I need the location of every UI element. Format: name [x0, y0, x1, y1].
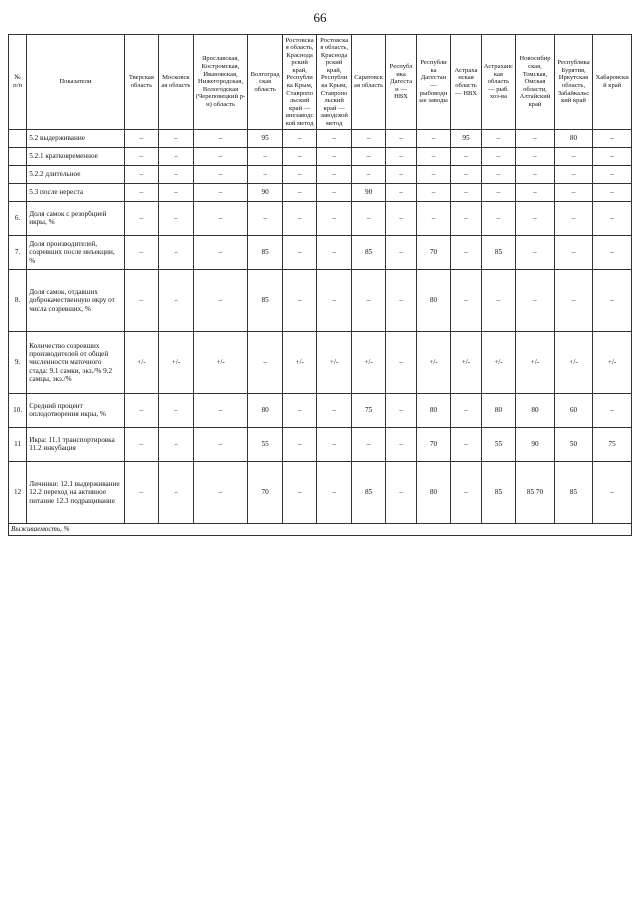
value-cell: –	[451, 165, 481, 183]
value-cell: –	[416, 147, 450, 165]
value-cell: 85	[248, 269, 282, 331]
value-cell: –	[317, 393, 351, 427]
value-cell: –	[282, 165, 316, 183]
table-row	[9, 201, 632, 235]
value-cell: 85	[554, 461, 593, 523]
value-cell: –	[516, 269, 555, 331]
header-cell: Республика Дагестан — НВХ	[386, 35, 416, 130]
value-cell: –	[351, 427, 385, 461]
row-number: 7.	[9, 235, 27, 269]
value-cell: –	[159, 427, 193, 461]
header-cell: Ростовская область, Краснодарский край, Республика Крым, Ставропольский край — заводской метод	[317, 35, 351, 130]
value-cell: –	[317, 165, 351, 183]
value-cell: 55	[248, 427, 282, 461]
value-cell: –	[124, 147, 158, 165]
header-cell: Астраханская область — рыб. хоз-ва	[481, 35, 515, 130]
page-number: 66	[313, 10, 327, 25]
table-row	[9, 393, 632, 427]
value-cell: –	[481, 201, 515, 235]
value-cell: –	[159, 393, 193, 427]
value-cell: –	[386, 201, 416, 235]
value-cell: –	[159, 147, 193, 165]
value-cell: –	[193, 183, 248, 201]
value-cell: –	[516, 129, 555, 147]
value-cell: –	[124, 201, 158, 235]
survival-label: Выживаемость, %	[9, 523, 632, 535]
value-cell: –	[451, 269, 481, 331]
indicator-cell: Доля самок, отдавших доброкачественную икру от числа созревших, %	[27, 269, 124, 331]
value-cell: 85	[248, 235, 282, 269]
value-cell: –	[416, 129, 450, 147]
value-cell: –	[193, 269, 248, 331]
table-body	[9, 129, 632, 535]
value-cell: –	[351, 147, 385, 165]
indicator-cell: Икра: 11.1 транспортировка 11.2 инкубация	[27, 427, 124, 461]
value-cell: –	[481, 147, 515, 165]
value-cell: 70	[416, 427, 450, 461]
header-cell: Волгоградская область	[248, 35, 282, 130]
row-number: 11	[9, 427, 27, 461]
table-row	[9, 183, 632, 201]
header-cell: Тверская область	[124, 35, 158, 130]
row-number	[9, 147, 27, 165]
row-number: 9.	[9, 331, 27, 393]
value-cell: –	[282, 461, 316, 523]
value-cell: –	[416, 183, 450, 201]
value-cell: –	[282, 427, 316, 461]
value-cell: –	[386, 147, 416, 165]
value-cell: –	[282, 147, 316, 165]
header-cell: Ярославская, Костромская, Ивановская, Нижегородская, Вологодская (Череповецкий р-н) область	[193, 35, 248, 130]
table-row	[9, 427, 632, 461]
indicator-cell: 5.2.2 длительное	[27, 165, 124, 183]
value-cell: 50	[554, 427, 593, 461]
value-cell: 75	[593, 427, 632, 461]
value-cell: –	[317, 461, 351, 523]
value-cell: –	[481, 183, 515, 201]
value-cell: –	[317, 129, 351, 147]
row-number	[9, 183, 27, 201]
value-cell: –	[451, 461, 481, 523]
value-cell: –	[282, 129, 316, 147]
value-cell: –	[516, 201, 555, 235]
value-cell: –	[554, 235, 593, 269]
value-cell: –	[124, 165, 158, 183]
value-cell: –	[124, 461, 158, 523]
value-cell: 90	[351, 183, 385, 201]
header-cell: Астраханская область — НВХ	[451, 35, 481, 130]
value-cell: –	[124, 269, 158, 331]
row-number: 6.	[9, 201, 27, 235]
value-cell: –	[593, 269, 632, 331]
row-number: 10.	[9, 393, 27, 427]
value-cell: –	[193, 427, 248, 461]
value-cell: –	[317, 183, 351, 201]
value-cell: –	[193, 201, 248, 235]
value-cell: –	[386, 427, 416, 461]
row-number	[9, 165, 27, 183]
value-cell: –	[386, 183, 416, 201]
value-cell: –	[516, 147, 555, 165]
value-cell: –	[593, 393, 632, 427]
indicator-cell: Личинки: 12.1 выдерживание 12.2 переход на активное питание 12.3 подращивание	[27, 461, 124, 523]
row-number: 8.	[9, 269, 27, 331]
header-cell: № п/п	[9, 35, 27, 130]
value-cell: 80	[248, 393, 282, 427]
value-cell: –	[317, 235, 351, 269]
value-cell: –	[282, 183, 316, 201]
indicator-cell: 5.2 выдерживание	[27, 129, 124, 147]
value-cell: –	[159, 461, 193, 523]
value-cell: 75	[351, 393, 385, 427]
value-cell: +/-	[317, 331, 351, 393]
value-cell: –	[516, 183, 555, 201]
value-cell: –	[248, 147, 282, 165]
value-cell: –	[386, 165, 416, 183]
table-row	[9, 269, 632, 331]
header-cell: Республика Дагестан — рыбоводные заводы	[416, 35, 450, 130]
value-cell: –	[351, 201, 385, 235]
value-cell: 95	[451, 129, 481, 147]
value-cell: 80	[554, 129, 593, 147]
indicator-cell: 5.3 после нереста	[27, 183, 124, 201]
value-cell: +/-	[193, 331, 248, 393]
value-cell: –	[159, 129, 193, 147]
value-cell: –	[193, 165, 248, 183]
value-cell: –	[193, 461, 248, 523]
value-cell: –	[451, 235, 481, 269]
value-cell: –	[282, 235, 316, 269]
value-cell: 80	[416, 269, 450, 331]
indicator-cell: Количество созревших производителей от общей численности маточного стада: 9.1 самки, экз./% 9.2 самцы, экз./%	[27, 331, 124, 393]
value-cell: 70	[248, 461, 282, 523]
header-cell: Саратовская область	[351, 35, 385, 130]
indicator-cell: Доля самок с резорбцией икры, %	[27, 201, 124, 235]
value-cell: 70	[416, 235, 450, 269]
value-cell: –	[351, 129, 385, 147]
header-cell: Показатели	[27, 35, 124, 130]
value-cell: –	[248, 331, 282, 393]
value-cell: –	[593, 461, 632, 523]
value-cell: +/-	[481, 331, 515, 393]
row-number	[9, 129, 27, 147]
value-cell: –	[159, 235, 193, 269]
value-cell: 85	[351, 461, 385, 523]
value-cell: +/-	[282, 331, 316, 393]
value-cell: –	[554, 201, 593, 235]
value-cell: 60	[554, 393, 593, 427]
value-cell: 85	[351, 235, 385, 269]
value-cell: –	[317, 147, 351, 165]
value-cell: –	[451, 427, 481, 461]
value-cell: –	[193, 235, 248, 269]
indicator-cell: Доля производителей, созревших после инъекции, %	[27, 235, 124, 269]
value-cell: –	[386, 461, 416, 523]
value-cell: –	[416, 165, 450, 183]
value-cell: 80	[516, 393, 555, 427]
value-cell: –	[481, 269, 515, 331]
value-cell: –	[386, 393, 416, 427]
value-cell: –	[386, 129, 416, 147]
value-cell: –	[282, 393, 316, 427]
value-cell: –	[124, 129, 158, 147]
indicator-cell: Средний процент оплодотворения икры, %	[27, 393, 124, 427]
value-cell: –	[593, 129, 632, 147]
value-cell: 80	[481, 393, 515, 427]
value-cell: –	[593, 201, 632, 235]
table-row	[9, 147, 632, 165]
value-cell: –	[124, 183, 158, 201]
value-cell: 55	[481, 427, 515, 461]
value-cell: +/-	[516, 331, 555, 393]
value-cell: –	[193, 393, 248, 427]
value-cell: +/-	[124, 331, 158, 393]
indicator-cell: 5.2.1 кратковременное	[27, 147, 124, 165]
value-cell: –	[451, 183, 481, 201]
value-cell: –	[516, 235, 555, 269]
table-row	[9, 331, 632, 393]
value-cell: –	[554, 269, 593, 331]
value-cell: –	[159, 269, 193, 331]
value-cell: –	[124, 393, 158, 427]
value-cell: 85	[481, 235, 515, 269]
header-cell: Ростовская область, Краснодарский край, Республика Крым, Ставропольский край — внезаводской метод	[282, 35, 316, 130]
header-cell: Новосибирская, Томская, Омская области, Алтайский край	[516, 35, 555, 130]
value-cell: –	[593, 183, 632, 201]
value-cell: –	[451, 393, 481, 427]
value-cell: –	[317, 269, 351, 331]
value-cell: –	[248, 201, 282, 235]
value-cell: 95	[248, 129, 282, 147]
value-cell: –	[516, 165, 555, 183]
value-cell: –	[554, 183, 593, 201]
value-cell: –	[386, 235, 416, 269]
value-cell: –	[159, 165, 193, 183]
value-cell: +/-	[451, 331, 481, 393]
table-row	[9, 235, 632, 269]
value-cell: –	[351, 269, 385, 331]
value-cell: –	[317, 427, 351, 461]
value-cell: –	[282, 269, 316, 331]
table-row	[9, 461, 632, 523]
value-cell: –	[554, 147, 593, 165]
header-cell: Хабаровский край	[593, 35, 632, 130]
value-cell: +/-	[416, 331, 450, 393]
table-row	[9, 129, 632, 147]
value-cell: –	[386, 269, 416, 331]
value-cell: –	[554, 165, 593, 183]
value-cell: –	[351, 165, 385, 183]
value-cell: –	[481, 129, 515, 147]
value-cell: –	[481, 165, 515, 183]
value-cell: 85	[481, 461, 515, 523]
value-cell: –	[159, 183, 193, 201]
value-cell: –	[416, 201, 450, 235]
value-cell: –	[593, 165, 632, 183]
value-cell: 90	[248, 183, 282, 201]
value-cell: +/-	[351, 331, 385, 393]
indicators-table	[8, 34, 632, 536]
header-cell: Республика Бурятия, Иркутская область, Забайкальский край	[554, 35, 593, 130]
value-cell: –	[386, 331, 416, 393]
value-cell: –	[193, 147, 248, 165]
value-cell: –	[124, 427, 158, 461]
value-cell: –	[193, 129, 248, 147]
value-cell: –	[317, 201, 351, 235]
value-cell: 80	[416, 461, 450, 523]
header-cell: Московская область	[159, 35, 193, 130]
value-cell: –	[159, 201, 193, 235]
table-header-row	[9, 35, 632, 130]
value-cell: –	[124, 235, 158, 269]
row-number: 12	[9, 461, 27, 523]
value-cell: –	[593, 235, 632, 269]
value-cell: +/-	[554, 331, 593, 393]
value-cell: 85 70	[516, 461, 555, 523]
table-row	[9, 523, 632, 535]
value-cell: +/-	[593, 331, 632, 393]
value-cell: 80	[416, 393, 450, 427]
value-cell: –	[282, 201, 316, 235]
value-cell: –	[451, 201, 481, 235]
value-cell: 90	[516, 427, 555, 461]
table-row	[9, 165, 632, 183]
value-cell: –	[593, 147, 632, 165]
value-cell: +/-	[159, 331, 193, 393]
value-cell: –	[248, 165, 282, 183]
value-cell: –	[451, 147, 481, 165]
